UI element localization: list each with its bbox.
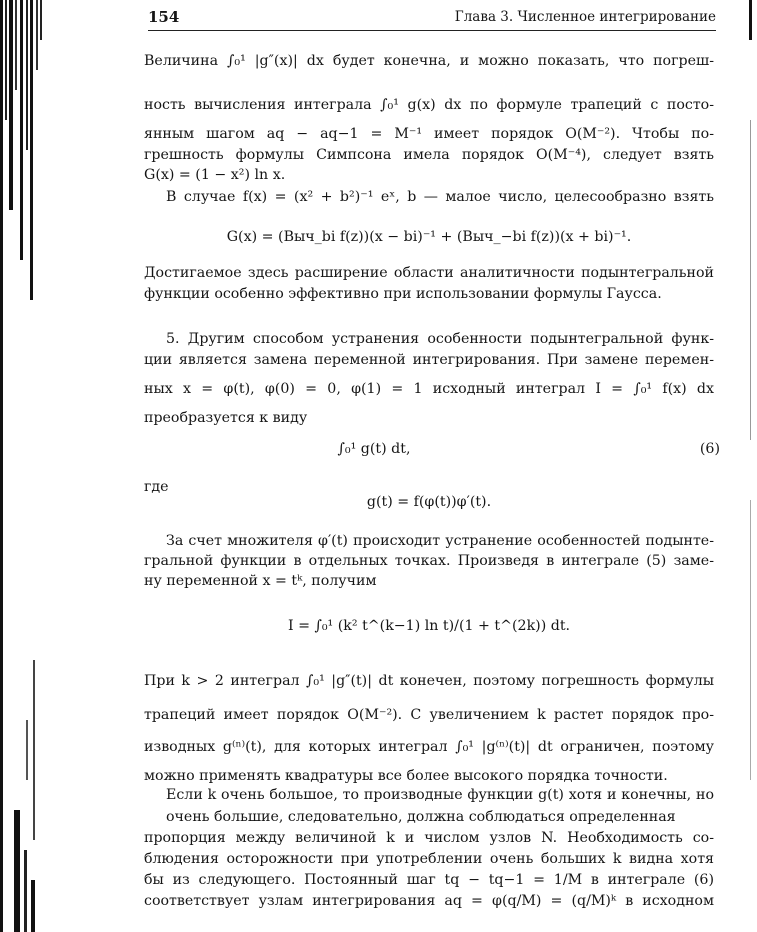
scan-edge-right xyxy=(737,0,757,932)
display-formula: g(t) = f(φ(t))φ′(t). xyxy=(366,494,492,510)
text-line: ность вычисления интеграла ∫₀¹ g(x) dx по формуле трапеций с посто- xyxy=(144,97,714,113)
text-line: ции является замена переменной интегрирования. При замене перемен- xyxy=(144,352,714,368)
text-line: пропорция между величиной k и числом узлов N. Необходимость со- xyxy=(144,830,714,846)
text-line: блюдения осторожности при употреблении очень больших k видна хотя xyxy=(144,851,714,867)
text-line: 5. Другим способом устранения особенности подынтегральной функ- xyxy=(166,331,714,347)
text-line: G(x) = (1 − x²) ln x. xyxy=(144,167,286,183)
display-formula: I = ∫₀¹ (k² t^(k−1) ln t)/(1 + t^(2k)) dt. xyxy=(287,618,571,634)
text-line: функции особенно эффективно при использовании формулы Гаусса. xyxy=(144,286,662,302)
page-header xyxy=(148,6,716,31)
display-formula: ∫₀¹ g(t) dt, xyxy=(337,441,411,457)
running-head: Глава 3. Численное интегрирование xyxy=(454,9,716,25)
display-formula: G(x) = (Выч_bi f(z))(x − bi)⁻¹ + (Выч_−bi f(z))(x + bi)⁻¹. xyxy=(226,229,632,245)
text-line: Величина ∫₀¹ |g″(x)| dx будет конечна, и можно показать, что погреш- xyxy=(144,53,714,69)
text-line: За счет множителя φ′(t) происходит устранение особенностей подынте- xyxy=(166,533,714,549)
text-line: Достигаемое здесь расширение области аналитичности подынтегральной xyxy=(144,265,714,281)
text-line: изводных g⁽ⁿ⁾(t), для которых интеграл ∫₀¹ |g⁽ⁿ⁾(t)| dt ограничен, поэтому xyxy=(144,739,714,755)
text-line: трапеций имеет порядок O(M⁻²). С увеличением k растет порядок про- xyxy=(144,707,714,723)
text-line: гральной функции в отдельных точках. Произведя в интеграле (5) заме- xyxy=(144,553,714,569)
text-line: При k > 2 интеграл ∫₀¹ |g″(t)| dt конечен, поэтому погрешность формулы xyxy=(144,673,714,689)
text-line: грешность формулы Симпсона имела порядок O(M⁻⁴), следует взять xyxy=(144,147,714,163)
text-line: преобразуется к виду xyxy=(144,410,308,426)
text-line: янным шагом aq − aq−1 = M⁻¹ имеет порядок O(M⁻²). Чтобы по- xyxy=(144,126,714,142)
text-line: ну переменной x = tᵏ, получим xyxy=(144,573,377,589)
text-line: соответствует узлам интегрирования aq = φ(q/M) = (q/M)ᵏ в исходном xyxy=(144,893,714,909)
text-line: Если k очень большое, то производные функции g(t) хотя и конечны, но очень большие, следовательно, должна соблюдаться определенная xyxy=(166,787,714,825)
page-number: 154 xyxy=(148,8,180,26)
equation-number: (6) xyxy=(699,441,720,457)
text-line: бы из следующего. Постоянный шаг tq − tq−1 = 1/M в интеграле (6) xyxy=(144,872,714,888)
text-line: где xyxy=(144,479,169,495)
text-line: можно применять квадратуры все более высокого порядка точности. xyxy=(144,768,668,784)
text-line: ных x = φ(t), φ(0) = 0, φ(1) = 1 исходный интеграл I = ∫₀¹ f(x) dx xyxy=(144,381,714,397)
text-line: В случае f(x) = (x² + b²)⁻¹ eˣ, b — малое число, целесообразно взять xyxy=(166,189,714,205)
scan-edge-left xyxy=(0,0,44,932)
